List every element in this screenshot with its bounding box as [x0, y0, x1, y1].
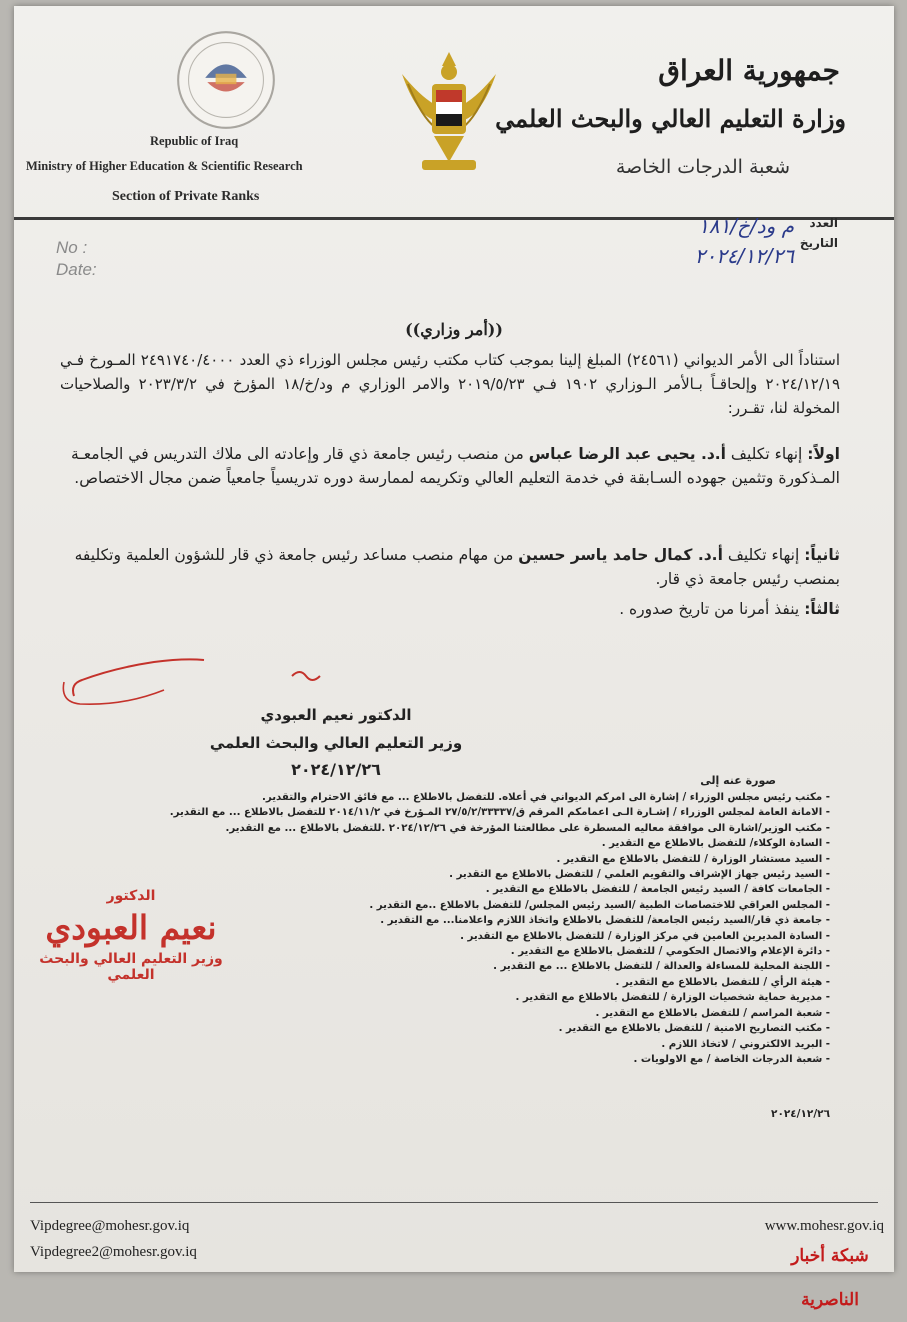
cc-item: - مديرية حماية شخصيات الوزارة / للتفضل بالاطلاع مع التقدير .: [230, 990, 830, 1005]
signatory-name: الدكتور نعيم العبودي: [260, 706, 412, 724]
cc-title: صورة عنه إلى: [700, 774, 776, 787]
cc-item: - اللجنة المحلية للمساءلة والعدالة / للتفضل بالاطلاع ... مع التقدير .: [230, 959, 830, 974]
date-handwritten: ٢٠٢٤/١٢/٢٦: [694, 244, 794, 268]
clause-first-text: من منصب رئيس جامعة ذي قار وإعادته الى ملاك التدريس في الجامعـة المـذكورة وتثمين جهوده السـابقة في خدمة التعليم العالي وتكريمه لممارسة دوره تدريسياً جامعياً ضمن مجال الاختصاص.: [70, 445, 840, 487]
clause-second-pre: إنهاء تكليف: [722, 546, 805, 564]
clause-second-name: أ.د. كمال حامد ياسر حسين: [518, 546, 723, 564]
header-republic-en: Republic of Iraq: [150, 134, 239, 148]
number-label-en: No :: [56, 238, 88, 257]
cc-item: - السيد مستشار الوزارة / للتفضل بالاطلاع مع التقدير .: [230, 852, 830, 867]
clause-second: [60, 543, 840, 591]
stamp-line-3: وزير التعليم العالي والبحث العلمي: [39, 951, 223, 983]
footer-email-1[interactable]: Vipdegree@mohesr.gov.iq: [30, 1218, 190, 1234]
footer-divider: [30, 1202, 878, 1203]
official-stamp: [26, 888, 236, 998]
clause-first-name: أ.د. يحيى عبد الرضا عباس: [528, 445, 726, 463]
cc-item: - المجلس العراقي للاختصاصات الطبية /السيد رئيس المجلس/ للتفضل بالاطلاع ..مع التقدير .: [230, 898, 830, 913]
cc-item: - الجامعات كافة / السيد رئيس الجامعة / للتفضل بالاطلاع مع التقدير .: [230, 882, 830, 897]
number-label: العدد: [809, 216, 838, 230]
footer-website[interactable]: www.mohesr.gov.iq: [764, 1218, 884, 1234]
header-section-ar: شعبة الدرجات الخاصة: [615, 156, 790, 178]
header-section-en: Section of Private Ranks: [112, 189, 260, 204]
clause-third: [60, 597, 840, 621]
clause-third-lead: ثالثاً:: [804, 600, 840, 618]
cc-item: - مكتب رئيس مجلس الوزراء / إشارة الى امركم الديواني في أعلاه. للتفضل بالاطلاع ... مع فائق الاحترام والتقدير.: [230, 790, 830, 805]
cc-item: - شعبة الدرجات الخاصة / مع الاولويات .: [230, 1052, 830, 1067]
footer-email-2[interactable]: Vipdegree2@mohesr.gov.iq: [30, 1244, 197, 1260]
news-watermark: شبكة أخبار الناصرية: [791, 1246, 869, 1310]
cc-list: [169, 790, 830, 1067]
date-label: التاريخ: [799, 236, 838, 250]
clause-third-text: ينفذ أمرنا من تاريخ صدوره .: [619, 600, 805, 618]
cc-item: - مكتب الوزير/اشارة الى موافقة معاليه المسطرة على مطالعتنا المؤرخة في ٢٠٢٤/١٢/٢٦ .للتفضل بالاطلاع ... مع التقدير.: [230, 821, 830, 836]
cc-item: - هيئة الرأي / للتفضل بالاطلاع مع التقدير .: [230, 975, 830, 990]
clause-first-lead: اولاً:: [807, 445, 840, 463]
number-handwritten: م ود/خ/١٨١: [698, 214, 794, 238]
signature-date: ٢٠٢٤/١٢/٢٦: [291, 760, 381, 779]
intro-paragraph: استناداً الى الأمر الديواني (٢٤٥٦١) المبلغ إلينا بموجب كتاب مكتب رئيس مجلس الوزراء ذي العدد ٢٤٩١٧٤٠/٤٠٠٠ المـورخ فـي ٢٠٢٤/١٢/١٩ وإلحاقـاً بـالأمر الـوزاري ١٩٠٢ فـي ٢٠١٩/٥/٢٣ والامر الوزاري م ود/خ/١٨ المؤرخ في ٢٠٢٣/٣/٢ والصلاحيات المخولة لنا، تقـرر:: [60, 351, 841, 417]
cc-item: - السيد رئيس جهاز الإشراف والتقويم العلمي / للتفضل بالاطلاع مع التقدير .: [230, 867, 830, 882]
stamp-line-1: الدكتور: [106, 888, 156, 904]
clause-first: [60, 442, 840, 490]
cc-item: - شعبة المراسم / للتفضل بالاطلاع مع التقدير .: [230, 1006, 830, 1021]
date-label-en: Date:: [56, 260, 97, 279]
cc-item: - السادة المديرين العامين في مركز الوزارة / للتفضل بالاطلاع مع التقدير .: [230, 929, 830, 944]
clause-first-pre: إنهاء تكليف: [726, 445, 808, 463]
cc-item: - جامعة ذي قار/السيد رئيس الجامعة/ للتفضل بالاطلاع واتخاذ اللازم واعلامنا... مع التقدير .: [230, 913, 830, 928]
ministry-logo: [174, 28, 278, 132]
cc-item: - مكتب التصاريح الامنية / للتفضل بالاطلاع مع التقدير .: [230, 1021, 830, 1036]
cc-item: - السادة الوكلاء/ للتفضل بالاطلاع مع التقدير .: [230, 836, 830, 851]
cc-item: - البريد الالكتروني / لاتخاذ اللازم .: [230, 1037, 830, 1052]
clause-second-text: من مهام منصب مساعد رئيس جامعة ذي قار للشؤون العلمية وتكليفه بمنصب رئيس جامعة ذي قار.: [74, 546, 840, 588]
header-republic-ar: جمهورية العراق: [658, 54, 840, 87]
signatory-title: وزير التعليم العالي والبحث العلمي: [209, 734, 463, 752]
cc-item: - دائرة الإعلام والاتصال الحكومي / للتفضل بالاطلاع مع التقدير .: [230, 944, 830, 959]
header-ministry-en: Ministry of Higher Education & Scientific Research: [26, 159, 303, 173]
eagle-emblem-icon: [394, 44, 504, 184]
document-page: [14, 6, 894, 1310]
document-title: ((أمر وزاري)): [405, 320, 503, 339]
stamp-line-2: نعيم العبودي: [45, 908, 217, 947]
header-ministry-ar: وزارة التعليم العالي والبحث العلمي: [495, 104, 846, 133]
cc-item: - الامانة العامة لمجلس الوزراء / إشـارة الـى اعمامكم المرقم ق/٢٧/٥/٢/٣٣٣٣٧ المـؤرخ في ٢٠١٤/١١/٢ للتفضل بالاطلاع ... مع التقدير.: [230, 805, 830, 820]
cc-date: ٢٠٢٤/١٢/٢٦: [771, 1108, 830, 1120]
clause-second-lead: ثانياً:: [804, 546, 840, 564]
